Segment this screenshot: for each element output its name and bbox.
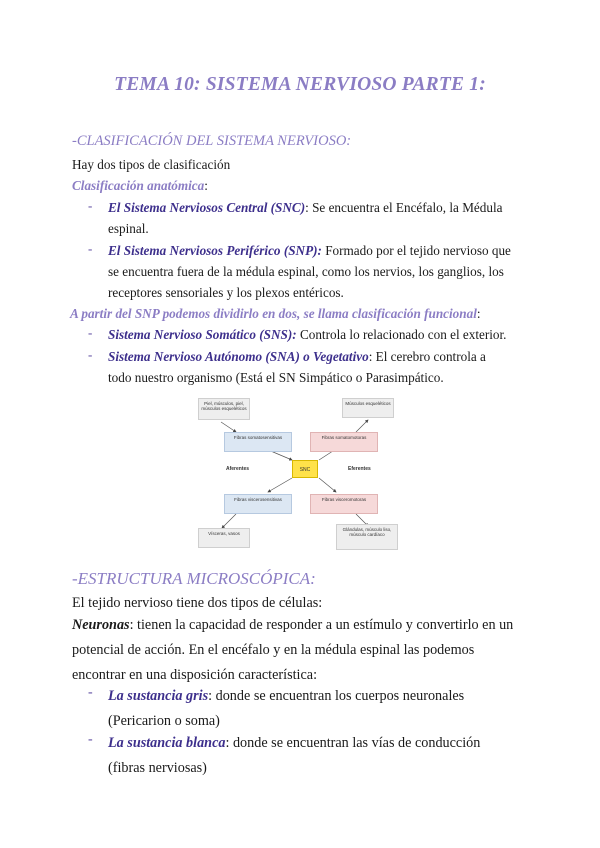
bullet-dash: -	[88, 241, 93, 256]
box-piel-musculos: Piel, músculos, piel, músculos esqueléticos	[198, 398, 250, 420]
list-item-snc	[108, 197, 538, 239]
term-sns: Sistema Nervioso Somático (SNS):	[108, 327, 297, 342]
label-eferentes: Eferentes	[348, 466, 371, 472]
neuronas-text-3: encontrar en una disposición característica:	[72, 667, 318, 683]
sna-text-1: : El cerebro controla a	[368, 349, 486, 364]
box-musculos-esqueleticos: Músculos esqueléticos	[342, 398, 394, 418]
page-title: TEMA 10: SISTEMA NERVIOSO PARTE 1:	[114, 74, 486, 95]
snc-text-2: espinal.	[108, 221, 149, 236]
list-item-sustancia-blanca	[108, 731, 528, 781]
box-visceras-vasos: Vísceras, vasos	[198, 528, 250, 548]
gris-text-2: (Pericarion o soma)	[108, 713, 220, 729]
subheading-anatomica	[72, 176, 208, 196]
term-neuronas: Neuronas	[72, 617, 130, 633]
list-item-sustancia-gris	[108, 684, 528, 734]
nervous-system-diagram	[196, 394, 426, 554]
box-fibras-viscerosensitivas: Fibras viscerosensitivas	[224, 494, 292, 514]
term-sustancia-gris: La sustancia gris	[108, 688, 209, 704]
section2-intro: El tejido nervioso tiene dos tipos de células:	[72, 595, 323, 611]
blanca-text-2: (fibras nerviosas)	[108, 760, 207, 776]
term-sustancia-blanca: La sustancia blanca	[108, 735, 226, 751]
snc-text-1: Se encuentra el Encéfalo, la Médula	[308, 200, 503, 215]
sna-text-2: todo nuestro organismo (Está el SN Simpático o Parasimpático.	[108, 370, 444, 385]
section-heading-clasificacion: -CLASIFICACIÓN DEL SISTEMA NERVIOSO:	[72, 133, 352, 149]
bullet-dash: -	[88, 325, 93, 340]
term-snp: El Sistema Nerviosos Periférico (SNP):	[108, 243, 322, 258]
list-item-sna	[108, 346, 538, 388]
sns-text-1: Controla lo relacionado con el exterior.	[296, 327, 507, 342]
neuronas-text-1: : tienen la capacidad de responder a un estímulo y convertirlo en un	[129, 617, 514, 633]
box-snc: SNC	[292, 460, 318, 478]
list-item-snp	[108, 240, 538, 303]
box-fibras-visceromotoras: Fibras visceromotoras	[310, 494, 378, 514]
subheading-funcional-colon: :	[476, 306, 481, 321]
label-aferentes: Aferentes	[226, 466, 250, 472]
gris-text-1: : donde se encuentran los cuerpos neuronales	[208, 688, 465, 704]
term-sna: Sistema Nervioso Autónomo (SNA) o Vegetativo	[108, 349, 369, 364]
paragraph-neuronas	[72, 613, 532, 688]
list-item-sns	[108, 324, 538, 345]
box-fibras-somatosensitivas: Fibras somatosensitivas	[224, 432, 292, 452]
bullet-dash: -	[88, 198, 93, 213]
snp-text-2: se encuentra fuera de la médula espinal, como los nervios, los ganglios, los	[108, 264, 504, 279]
box-glandulas: Glándulas, músculo liso, músculo cardíaco	[336, 524, 398, 550]
section-intro: Hay dos tipos de clasificación	[72, 157, 231, 172]
subheading-funcional-text: A partir del SNP podemos dividirlo en dos, se llama clasificación funcional	[70, 306, 477, 321]
blanca-text-1: : donde se encuentran las vías de conducción	[225, 735, 481, 751]
subheading-funcional	[70, 304, 481, 324]
section-heading-estructura: -ESTRUCTURA MICROSCÓPICA:	[72, 569, 316, 588]
snp-text-3: receptores sensoriales y los plexos entéricos.	[108, 285, 344, 300]
bullet-dash: -	[88, 732, 93, 747]
term-snc-colon: :	[305, 200, 309, 215]
box-fibras-somatomotoras: Fibras somatomotoras	[310, 432, 378, 452]
neuronas-text-2: potencial de acción. En el encéfalo y en la médula espinal las podemos	[72, 642, 475, 658]
bullet-dash: -	[88, 685, 93, 700]
subheading-anatomica-colon: :	[204, 178, 208, 193]
term-snc: El Sistema Nerviosos Central (SNC)	[108, 200, 306, 215]
bullet-dash: -	[88, 347, 93, 362]
subheading-anatomica-text: Clasificación anatómica	[72, 178, 205, 193]
snp-text-1: Formado por el tejido nervioso que	[321, 243, 511, 258]
